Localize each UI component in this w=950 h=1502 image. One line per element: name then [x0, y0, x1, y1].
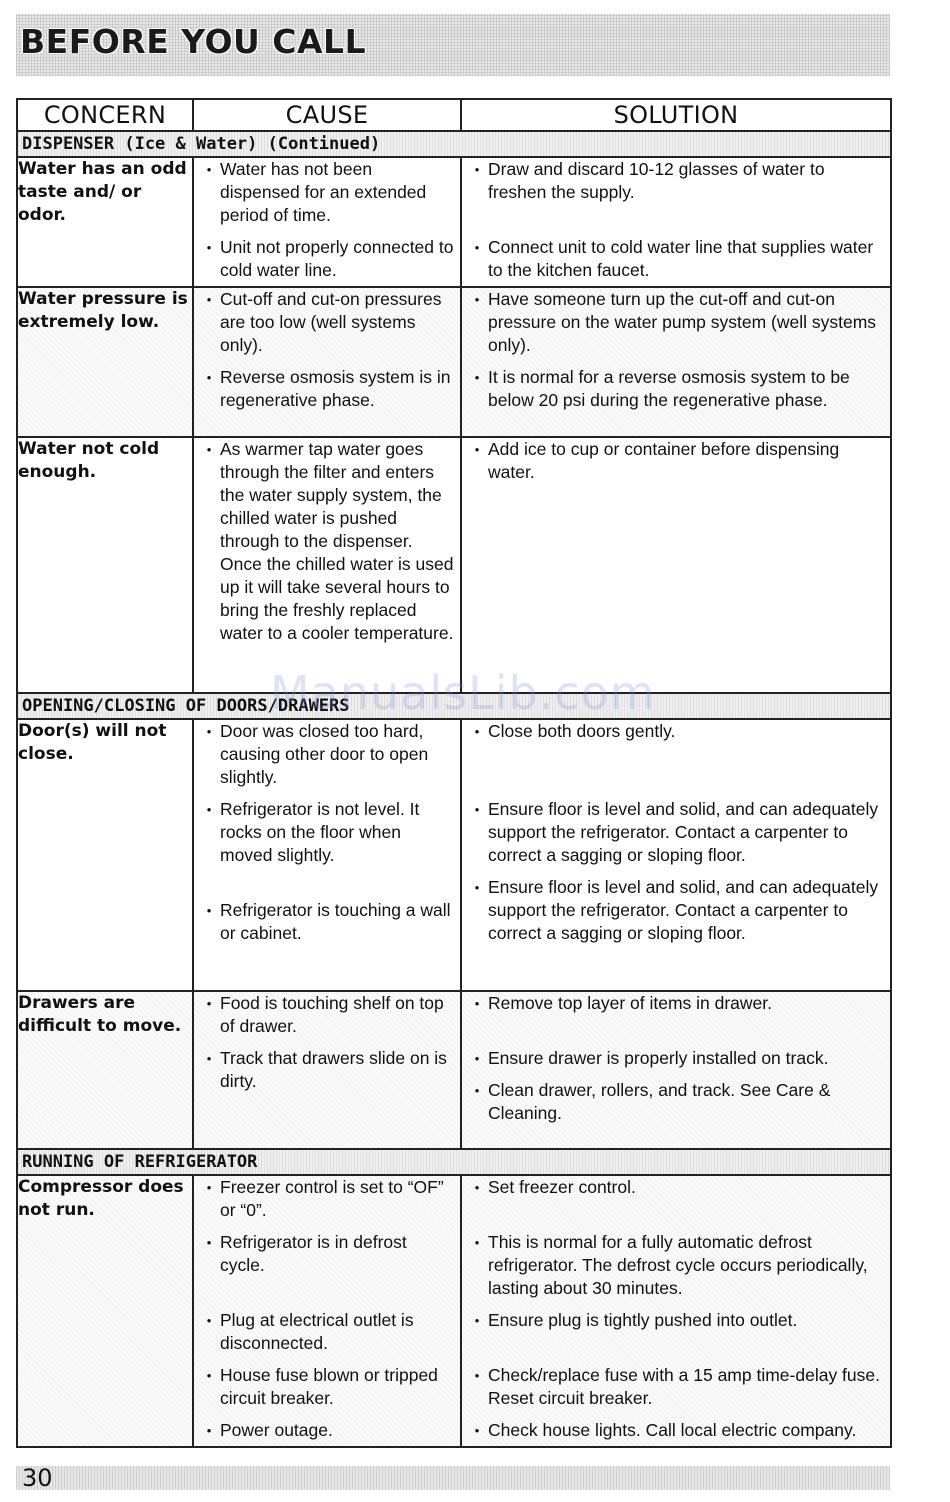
- solution-text: Ensure floor is level and solid, and can adequately support the refrigerator. Contact a carpenter to correct a sagging or sloping floor.: [488, 877, 879, 943]
- cause-item: [194, 720, 460, 789]
- table-row: [17, 1175, 891, 1447]
- bullet-icon: •: [206, 162, 212, 177]
- table-row: [17, 157, 891, 287]
- cause-item: [194, 236, 460, 282]
- cause-item: [194, 158, 460, 227]
- cause-item: [194, 798, 460, 890]
- table-row: [17, 719, 891, 991]
- bullet-icon: •: [474, 1180, 480, 1195]
- cause-text: Unit not properly connected to cold water line.: [220, 237, 454, 280]
- solution-cell: [461, 719, 891, 991]
- solution-text: This is normal for a fully automatic defrost refrigerator. The defrost cycle occurs periodically, lasting about 30 minutes.: [488, 1232, 868, 1298]
- cause-item: [194, 366, 460, 412]
- watermark: ManualsLib.com: [270, 666, 656, 720]
- bullet-icon: •: [474, 240, 480, 255]
- solution-item: [462, 798, 890, 867]
- bullet-icon: •: [474, 880, 480, 895]
- cause-text: Track that drawers slide on is dirty.: [220, 1048, 447, 1091]
- cause-text: Power outage.: [220, 1420, 333, 1440]
- solution-item: [462, 1079, 890, 1125]
- bullet-icon: •: [474, 1368, 480, 1383]
- solution-item: [462, 1309, 890, 1355]
- solution-text: Remove top layer of items in drawer.: [488, 993, 773, 1013]
- bullet-icon: •: [474, 802, 480, 817]
- bullet-icon: •: [206, 370, 212, 385]
- solution-item: [462, 236, 890, 282]
- bullet-icon: •: [206, 1180, 212, 1195]
- solution-item: [462, 1419, 890, 1442]
- header-concern: CONCERN: [17, 99, 193, 131]
- bullet-icon: •: [474, 370, 480, 385]
- solution-cell: [461, 1175, 891, 1447]
- cause-cell: [193, 437, 461, 693]
- cause-text: Food is touching shelf on top of drawer.: [220, 993, 444, 1036]
- solution-item: [462, 288, 890, 357]
- solution-cell: [461, 287, 891, 437]
- footer-bar: [16, 1466, 890, 1490]
- table-row: [17, 437, 891, 693]
- cause-text: House fuse blown or tripped circuit breaker.: [220, 1365, 438, 1408]
- cause-item: [194, 1231, 460, 1300]
- concern-cell: Water pressure is extremely low.: [17, 287, 193, 437]
- solution-text: Clean drawer, rollers, and track. See Care & Cleaning.: [488, 1080, 831, 1123]
- solution-text: Close both doors gently.: [488, 721, 676, 741]
- section-doors-drawers: OPENING/CLOSING OF DOORS/DRAWERS: [17, 693, 891, 719]
- bullet-icon: •: [206, 903, 212, 918]
- cause-cell: [193, 1175, 461, 1447]
- bullet-icon: •: [474, 292, 480, 307]
- table-header-row: [17, 99, 891, 131]
- section-row: [17, 1149, 891, 1175]
- bullet-icon: •: [206, 240, 212, 255]
- cause-cell: [193, 719, 461, 991]
- cause-text: Refrigerator is in defrost cycle.: [220, 1232, 407, 1275]
- cause-cell: [193, 157, 461, 287]
- cause-text: Door was closed too hard, causing other door to open slightly.: [220, 721, 429, 787]
- bullet-icon: •: [206, 724, 212, 739]
- troubleshooting-table: [16, 98, 892, 1448]
- bullet-icon: •: [474, 442, 480, 457]
- cause-item: [194, 899, 460, 945]
- solution-cell: [461, 437, 891, 693]
- bullet-icon: •: [206, 1313, 212, 1328]
- cause-text: Freezer control is set to “OF” or “0”.: [220, 1177, 444, 1220]
- bullet-icon: •: [206, 802, 212, 817]
- solution-cell: [461, 157, 891, 287]
- cause-text: Water has not been dispensed for an extended period of time.: [220, 159, 427, 225]
- cause-text: Refrigerator is touching a wall or cabinet.: [220, 900, 451, 943]
- solution-text: Ensure drawer is properly installed on track.: [488, 1048, 829, 1068]
- page-title: BEFORE YOU CALL: [20, 22, 367, 61]
- solution-text: Check house lights. Call local electric company.: [488, 1420, 857, 1440]
- cause-text: Plug at electrical outlet is disconnected.: [220, 1310, 414, 1353]
- cause-item: [194, 1419, 460, 1442]
- section-row: [17, 693, 891, 719]
- cause-text: As warmer tap water goes through the filter and enters the water supply system, the chilled water is pushed through to the dispenser. Once the chilled water is used up it will take several hours to bring the freshly replaced water to a cooler temperature.: [220, 439, 454, 643]
- table-row: [17, 287, 891, 437]
- bullet-icon: •: [206, 1051, 212, 1066]
- cause-text: Reverse osmosis system is in regenerative phase.: [220, 367, 451, 410]
- solution-text: Add ice to cup or container before dispensing water.: [488, 439, 840, 482]
- concern-cell: Water not cold enough.: [17, 437, 193, 693]
- solution-item: [462, 720, 890, 789]
- cause-item: [194, 438, 460, 645]
- bullet-icon: •: [206, 996, 212, 1011]
- solution-text: Ensure floor is level and solid, and can adequately support the refrigerator. Contact a carpenter to correct a sagging or sloping floor.: [488, 799, 879, 865]
- cause-item: [194, 1047, 460, 1093]
- cause-cell: [193, 287, 461, 437]
- bullet-icon: •: [474, 162, 480, 177]
- bullet-icon: •: [206, 292, 212, 307]
- cause-item: [194, 1309, 460, 1355]
- concern-cell: Drawers are difficult to move.: [17, 991, 193, 1149]
- bullet-icon: •: [474, 1051, 480, 1066]
- bullet-icon: •: [474, 1313, 480, 1328]
- solution-text: Ensure plug is tightly pushed into outlet.: [488, 1310, 798, 1330]
- cause-item: [194, 1364, 460, 1410]
- cause-cell: [193, 991, 461, 1149]
- bullet-icon: •: [474, 996, 480, 1011]
- cause-text: Cut-off and cut-on pressures are too low (well systems only).: [220, 289, 442, 355]
- concern-cell: Door(s) will not close.: [17, 719, 193, 991]
- concern-cell: Water has an odd taste and/ or odor.: [17, 157, 193, 287]
- bullet-icon: •: [206, 1235, 212, 1250]
- solution-text: It is normal for a reverse osmosis system to be below 20 psi during the regenerative phase.: [488, 367, 850, 410]
- section-row: [17, 131, 891, 157]
- solution-text: Set freezer control.: [488, 1177, 636, 1197]
- cause-item: [194, 288, 460, 357]
- bullet-icon: •: [474, 724, 480, 739]
- header-cause: CAUSE: [193, 99, 461, 131]
- bullet-icon: •: [474, 1083, 480, 1098]
- solution-item: [462, 438, 890, 484]
- solution-item: [462, 366, 890, 412]
- solution-item: [462, 1176, 890, 1222]
- solution-text: Check/replace fuse with a 15 amp time-delay fuse. Reset circuit breaker.: [488, 1365, 880, 1408]
- solution-item: [462, 876, 890, 945]
- section-running: RUNNING OF REFRIGERATOR: [17, 1149, 891, 1175]
- solution-item: [462, 992, 890, 1038]
- solution-text: Connect unit to cold water line that supplies water to the kitchen faucet.: [488, 237, 874, 280]
- solution-cell: [461, 991, 891, 1149]
- header-solution: SOLUTION: [461, 99, 891, 131]
- solution-item: [462, 158, 890, 227]
- section-dispenser: DISPENSER (Ice & Water) (Continued): [17, 131, 891, 157]
- bullet-icon: •: [206, 1368, 212, 1383]
- bullet-icon: •: [474, 1423, 480, 1438]
- bullet-icon: •: [206, 1423, 212, 1438]
- cause-item: [194, 1176, 460, 1222]
- solution-item: [462, 1047, 890, 1070]
- solution-item: [462, 1231, 890, 1300]
- bullet-icon: •: [206, 442, 212, 457]
- bullet-icon: •: [474, 1235, 480, 1250]
- solution-item: [462, 1364, 890, 1410]
- cause-item: [194, 992, 460, 1038]
- cause-text: Refrigerator is not level. It rocks on the floor when moved slightly.: [220, 799, 420, 865]
- table-row: [17, 991, 891, 1149]
- solution-text: Draw and discard 10-12 glasses of water to freshen the supply.: [488, 159, 825, 202]
- page-number: 30: [22, 1464, 53, 1492]
- concern-cell: Compressor does not run.: [17, 1175, 193, 1447]
- solution-text: Have someone turn up the cut-off and cut-on pressure on the water pump system (well systems only).: [488, 289, 877, 355]
